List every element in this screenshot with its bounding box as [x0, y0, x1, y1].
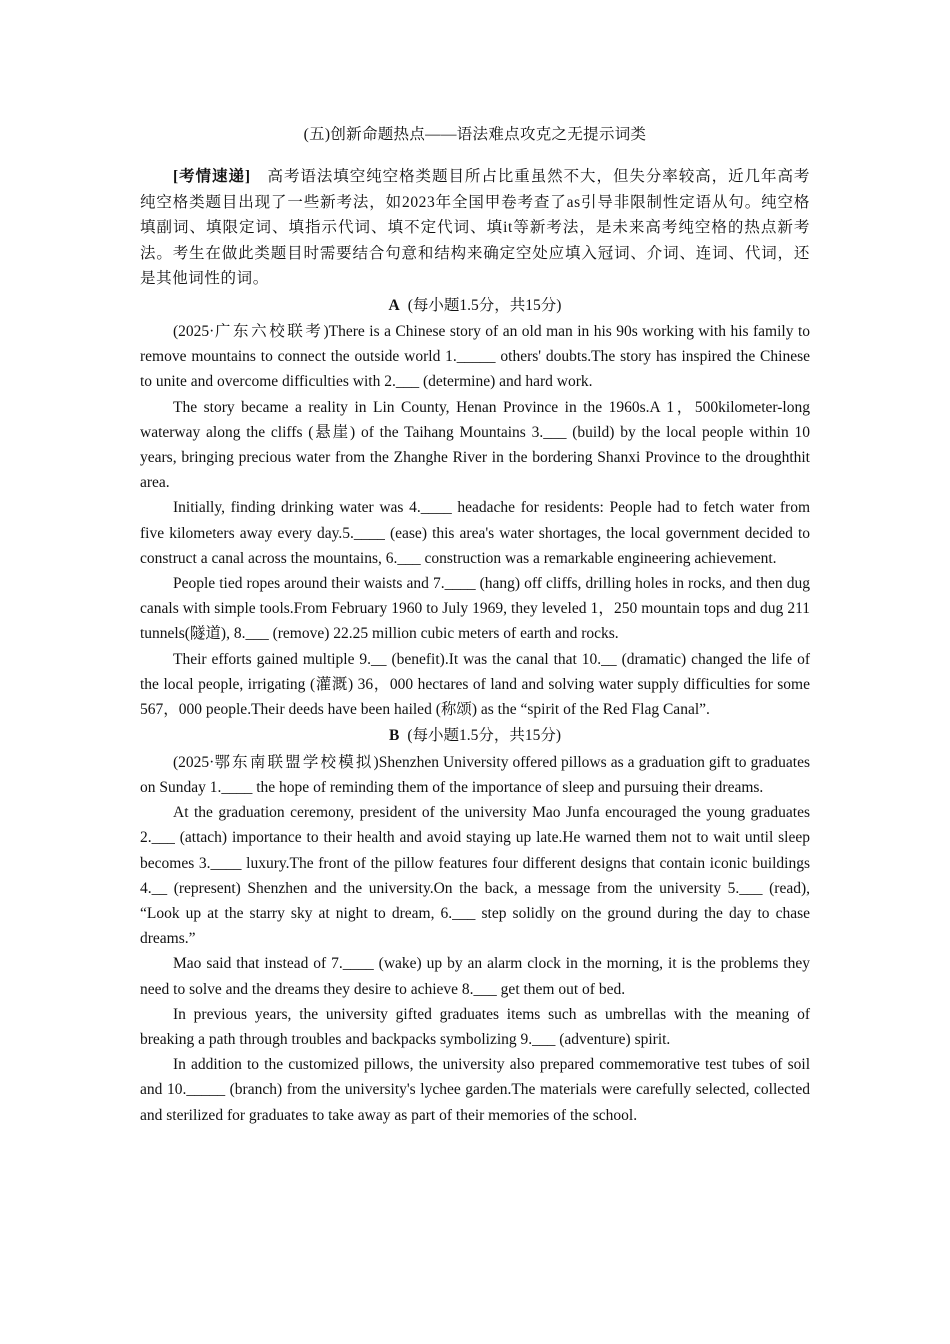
passage-a-label: A [388, 296, 400, 314]
passage-b-paragraph-4: In previous years, the university gifted graduates items such as umbrellas with the meaning of breaking a path through troubles and backpacks symbolizing 9.___ (adventure) spirit. [140, 1005, 810, 1048]
passage-a-paragraph-4: People tied ropes around their waists and 7.____ (hang) off cliffs, drilling holes in rocks, and then dug canals with simple tools.From February 1960 to July 1969, they leveled 1，250 mountain tops and dug 211 tunnels(隧道), 8.___ (remove) 22.25 million cubic meters of earth and rocks. [140, 575, 810, 643]
passage-a-paragraph-3: Initially, finding drinking water was 4.____ headache for residents: People had to fetch water from five kilometers away every day.5.____ (ease) this area's water shortages, the local government decided to construct a canal across the mountains, 6.___ construction was a remarkable engineering achievement. [140, 499, 810, 567]
document-page [140, 122, 810, 1128]
intro-text: 高考语法填空纯空格类题目所占比重虽然不大，但失分率较高，近几年高考纯空格类题目出现了一些新考法，如2023年全国甲卷考查了as引导非限制性定语从句。纯空格填副词、填限定词、填指示代词、填不定代词、填it等新考法，是未来高考纯空格的热点新考法。考生在做此类题目时需要结合句意和结构来确定空处应填入冠词、介词、连词、代词，还是其他词性的词。 [140, 168, 810, 287]
passage-a-score: (每小题1.5分，共15分) [407, 296, 562, 314]
passage-b-paragraph-1 [140, 750, 810, 800]
passage-b-paragraph-5: In addition to the customized pillows, the university also prepared commemorative test tubes of soil and 10._____ (branch) from the university's lychee garden.The materials were carefully selected, collected and sterilized for graduates to take away as part of their memories of the school. [140, 1056, 810, 1124]
passage-b-source-open: (2025· [173, 753, 215, 771]
passage-a-source-open: (2025· [173, 323, 215, 340]
passage-a-heading [140, 293, 810, 319]
page-title: (五)创新命题热点——语法难点攻克之无提示词类 [303, 126, 647, 143]
passage-b-score: (每小题1.5分，共15分) [407, 727, 562, 745]
passage-a-paragraph-1 [140, 319, 810, 395]
passage-a-source: 广东六校联考 [214, 323, 324, 340]
passage-b-paragraph-3: Mao said that instead of 7.____ (wake) up by an alarm clock in the morning, it is the problems they need to solve and the dreams they desire to achieve 8.___ get them out of bed. [140, 955, 810, 998]
passage-b-text-1: Shenzhen University offered pillows as a graduation gift to graduates on Sunday 1.____ the hope of reminding them of the importance of sleep and pursuing their dreams. [140, 753, 810, 796]
passage-b-source: 鄂东南联盟学校模拟 [214, 753, 374, 771]
intro-paragraph [140, 164, 810, 292]
passage-a-source-close: ) [323, 323, 329, 340]
passage-b-paragraph-2: At the graduation ceremony, president of the university Mao Junfa encouraged the young graduates 2.___ (attach) importance to their health and avoid staying up late.He warned them not to wait until sleep becomes 3.____ luxury.The front of the pillow features four different designs that contain iconic buildings 4.__ (represent) Shenzhen and the university.On the back, a message from the university 5.___ (read), “Look up at the starry sky at night to dream, 6.___ step solidly on the ground during the day to chase dreams.” [140, 804, 810, 948]
passage-b-source-close: ) [373, 753, 379, 771]
passage-a-paragraph-5: Their efforts gained multiple 9.__ (benefit).It was the canal that 10.__ (dramatic) changed the life of the local people, irrigating (灌溉) 36，000 hectares of land and solving water supply difficulties for some 567，000 people.Their deeds have been hailed (称颂) as the “spirit of the Red Flag Canal”. [140, 650, 810, 719]
passage-a-paragraph-2: The story became a reality in Lin County, Henan Province in the 1960s.A 1，500kilometer-long waterway along the cliffs (悬崖) of the Taihang Mountains 3.___ (build) by the local people within 10 years, bringing precious water from the Zhanghe River in the bordering Shanxi Province to the droughthit area. [140, 398, 810, 492]
passage-b-label: B [388, 727, 400, 745]
passage-a-text-1: There is a Chinese story of an old man in his 90s working with his family to remove mountains to connect the outside world 1._____ others' doubts.The story has inspired the Chinese to unite and overcome difficulties with 2.___ (determine) and hard work. [140, 323, 810, 391]
passage-b-heading [140, 723, 810, 749]
intro-tag: [考情速递] [173, 168, 251, 185]
